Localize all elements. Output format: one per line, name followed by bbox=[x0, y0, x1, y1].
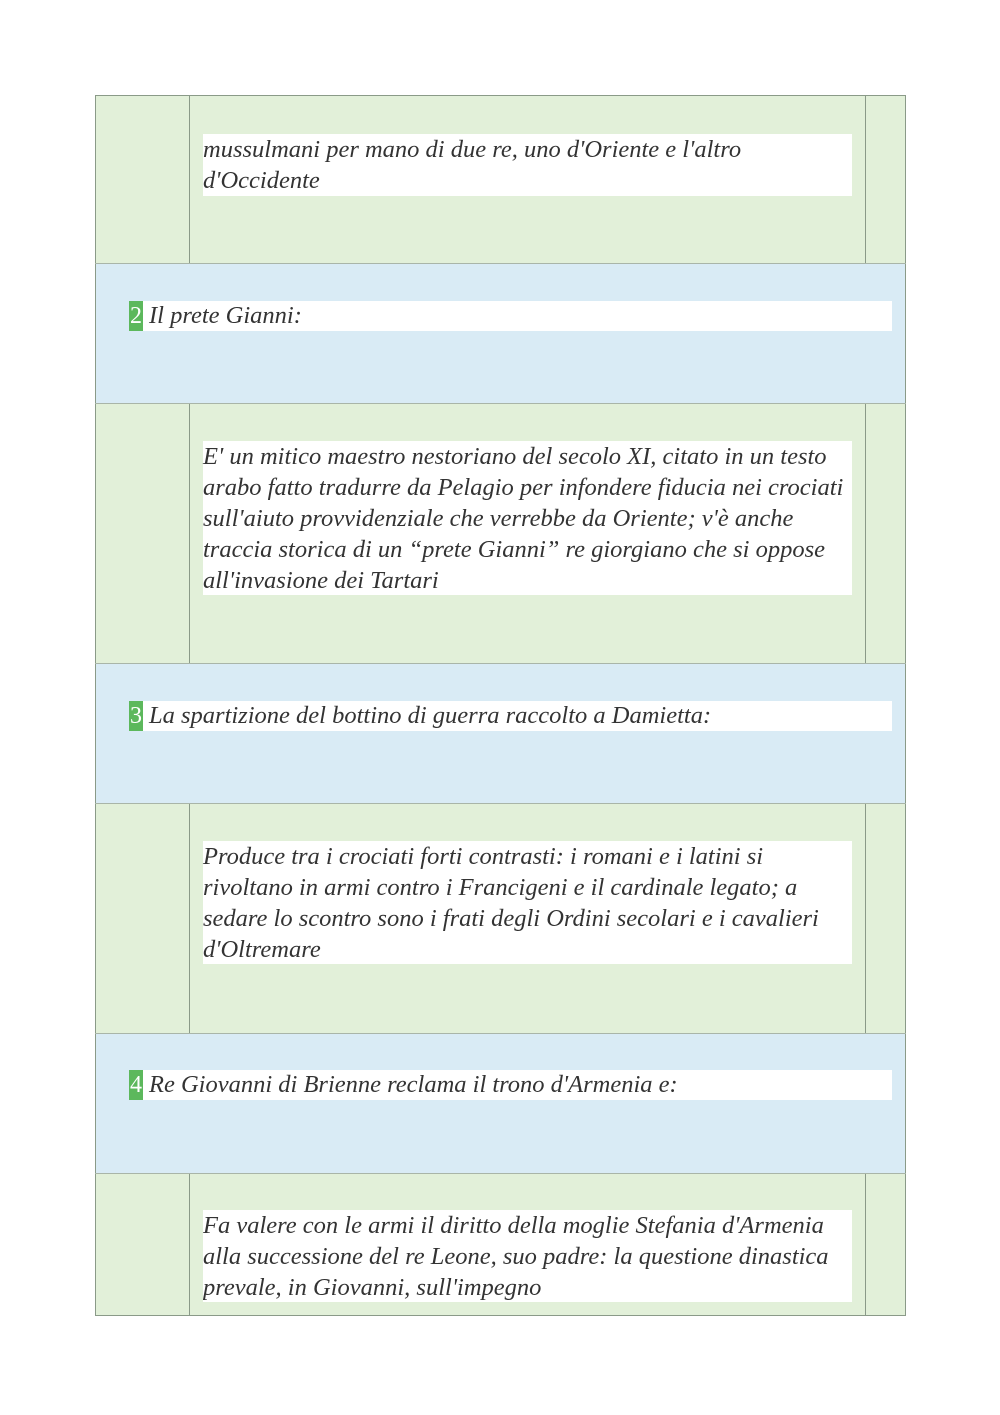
answer-row bbox=[95, 804, 906, 1033]
column-divider bbox=[189, 96, 190, 263]
answer-text: Produce tra i crociati forti contrasti: i romani e i latini si rivoltano in armi contro i Francigeni e il cardinale legato; a sedare lo scontro sono i frati degli Ordini secolari e i cavalieri d'Oltremare bbox=[203, 841, 852, 964]
question-number: 2 bbox=[130, 303, 142, 329]
question-row bbox=[95, 664, 906, 803]
question-text: La spartizione del bottino di guerra raccolto a Damietta: bbox=[149, 702, 712, 729]
question-number: 3 bbox=[130, 703, 142, 729]
question-number: 4 bbox=[130, 1072, 142, 1098]
answer-text: mussulmani per mano di due re, uno d'Oriente e l'altro d'Occidente bbox=[203, 134, 852, 196]
question-line bbox=[129, 701, 892, 731]
column-divider bbox=[189, 1174, 190, 1315]
column-divider bbox=[865, 96, 866, 263]
column-divider bbox=[189, 804, 190, 1033]
answer-row bbox=[95, 1174, 906, 1316]
column-divider bbox=[865, 1174, 866, 1315]
question-row bbox=[95, 1034, 906, 1173]
column-divider bbox=[189, 404, 190, 663]
question-line bbox=[129, 1070, 892, 1100]
column-divider bbox=[865, 404, 866, 663]
question-row bbox=[95, 264, 906, 403]
answer-text: Fa valere con le armi il diritto della moglie Stefania d'Armenia alla successione del re Leone, suo padre: la questione dinastica prevale, in Giovanni, sull'impegno bbox=[203, 1210, 852, 1302]
question-line bbox=[129, 301, 892, 331]
question-text: Re Giovanni di Brienne reclama il trono d'Armenia e: bbox=[149, 1071, 678, 1098]
column-divider bbox=[865, 804, 866, 1033]
answer-row bbox=[95, 95, 906, 263]
answer-text: E' un mitico maestro nestoriano del secolo XI, citato in un testo arabo fatto tradurre da Pelagio per infondere fiducia nei crociati sull'aiuto provvidenziale che verrebbe da Oriente; v'è anche traccia storica di un “prete Gianni” re giorgiano che si oppose all'invasione dei Tartari bbox=[203, 441, 852, 595]
question-text: Il prete Gianni: bbox=[149, 302, 302, 329]
answer-row bbox=[95, 404, 906, 663]
